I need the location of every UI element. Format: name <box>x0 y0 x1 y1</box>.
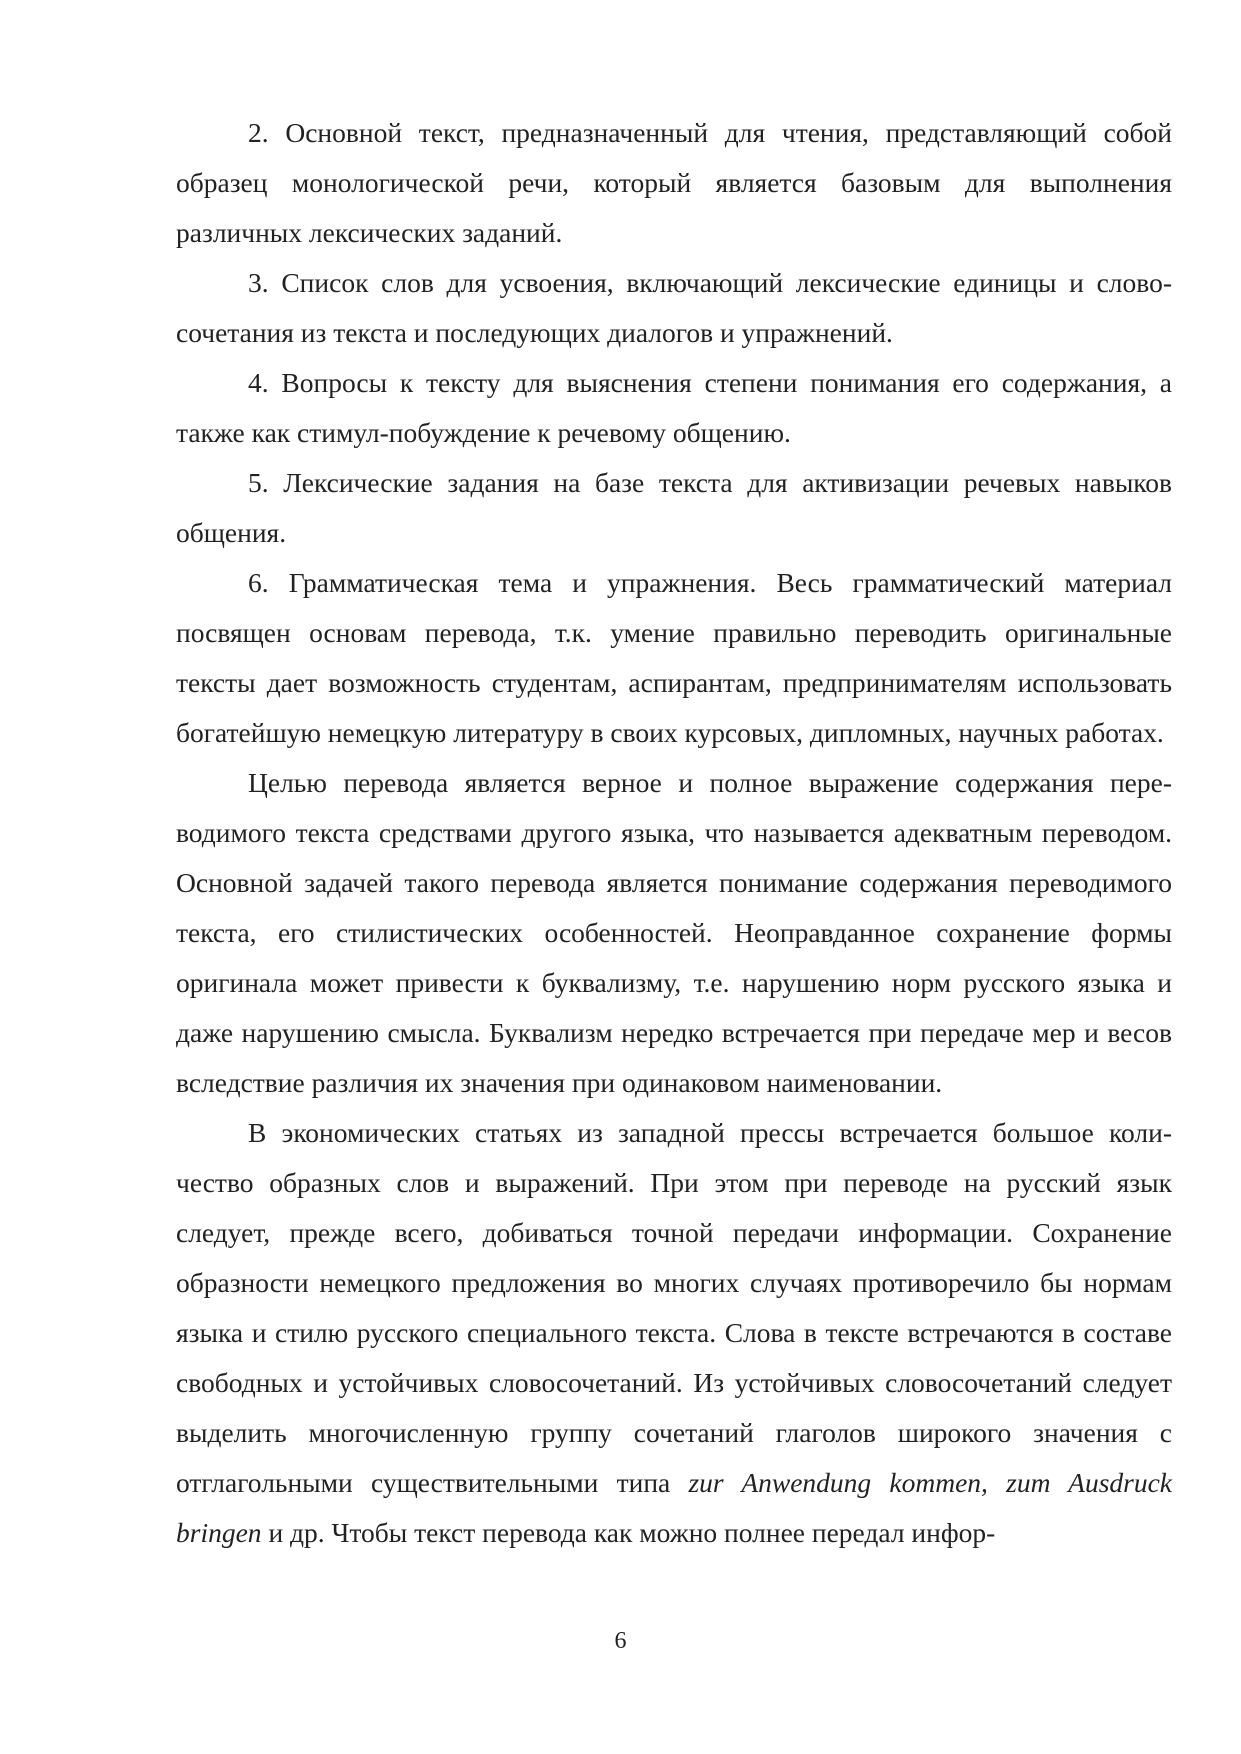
paragraph-text-before-term: В экономических статьях из западной прессы встречается большое количество образных слов и выражений. При этом при переводе на русский язык следует, прежде всего, добиваться точной передачи информации. Сохранение образности немецкого предложения во многих случаях противоречило бы нормам языка и стилю русского специального текста. Слова в тексте встречаются в составе свободных и устойчивых словосочетаний. Из устойчивых словосочетаний следует выделить многочисленную группу сочетаний глаголов широкого значения с отглагольными существительными типа <box>176 1117 1172 1498</box>
paragraph-item-4: 4. Вопросы к тексту для выяснения степени понимания его содержания, а также как стимул-побуждение к речевому общению. <box>176 367 1172 448</box>
paragraph-economic-articles <box>176 1108 1172 1558</box>
paragraph-item-2: 2. Основной текст, предназначенный для чтения, представляющий собой образец монологической речи, который является базовым для выполнения различных лексических заданий. <box>176 117 1172 248</box>
paragraph-item-3: 3. Список слов для усвоения, включающий лексические единицы и словосочетания из текста и последующих диалогов и упражнений. <box>176 267 1172 348</box>
page-body <box>176 108 1172 1558</box>
italic-german-term: zur Anwendung kommen, zum Ausdruck bringen <box>176 1467 1173 1548</box>
page-number: 6 <box>614 1628 627 1654</box>
paragraph-item-6: 6. Грамматическая тема и упражнения. Весь грамматический материал посвящен основам перевода, т.к. умение правильно переводить оригинальные тексты дает возможность студентам, аспирантам, предпринимателям использовать богатейшую немецкую литературу в своих курсовых, дипломных, научных работах. <box>176 567 1172 748</box>
paragraph-translation-goal: Целью перевода является верное и полное выражение содержания переводимого текста средствами другого языка, что называется адекватным переводом. Основной задачей такого перевода является понимание содержания переводимого текста, его стилистических особенностей. Неоправданное сохранение формы оригинала может привести к буквализму, т.е. нарушению норм русского языка и даже нарушению смысла. Буквализм нередко встречается при передаче мер и весов вследствие различия их значения при одинаковом наименовании. <box>176 767 1172 1098</box>
paragraph-text-after-term: и др. Чтобы текст перевода как можно полнее передал инфор- <box>261 1517 996 1548</box>
paragraph-item-5: 5. Лексические задания на базе текста для активизации речевых навыков общения. <box>176 467 1172 548</box>
